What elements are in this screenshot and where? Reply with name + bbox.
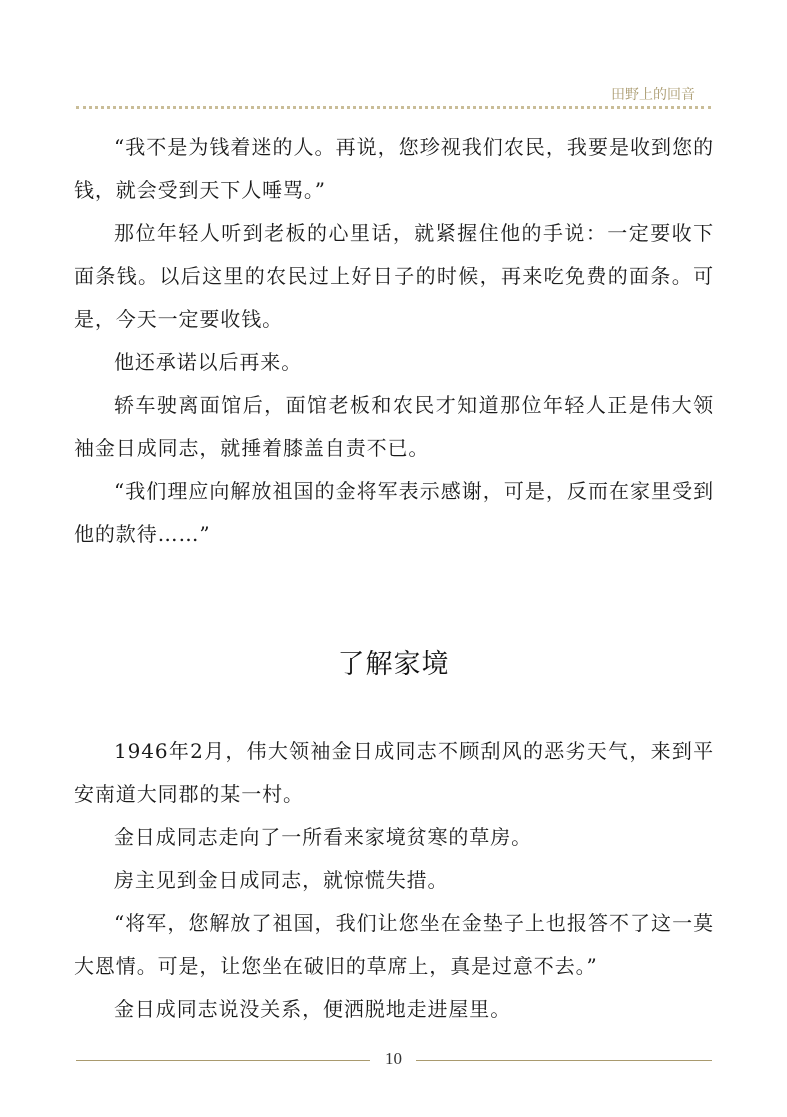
- section-title: 了解家境: [337, 649, 450, 680]
- paragraph: 金日成同志走向了一所看来家境贫寒的草房。: [114, 825, 532, 849]
- running-header-title: 田野上的回音: [611, 87, 695, 103]
- paragraph: “我不是为钱着迷的人。再说，您珍视我们农民，我要是收到您的钱，就会受到天下人唾骂。”: [74, 135, 714, 202]
- section-1-body: [74, 126, 714, 556]
- paragraph: 轿车驶离面馆后，面馆老板和农民才知道那位年轻人正是伟大领袖金日成同志，就捶着膝盖自责不已。: [74, 393, 714, 460]
- paragraph: 房主见到金日成同志，就惊慌失措。: [114, 868, 449, 892]
- footer-divider-right: [416, 1060, 712, 1061]
- paragraph: 金日成同志说没关系，便洒脱地走进屋里。: [114, 997, 512, 1021]
- paragraph: 1946年2月，伟大领袖金日成同志不顾刮风的恶劣天气，来到平安南道大同郡的某一村。: [74, 739, 714, 806]
- paragraph: “将军，您解放了祖国，我们让您坐在金垫子上也报答不了这一莫大恩情。可是，让您坐在破旧的草席上，真是过意不去。”: [74, 911, 714, 978]
- page-number: 10: [385, 1049, 402, 1068]
- paragraph: 那位年轻人听到老板的心里话，就紧握住他的手说：一定要收下面条钱。以后这里的农民过上好日子的时候，再来吃免费的面条。可是，今天一定要收钱。: [74, 221, 714, 331]
- section-2-body: [74, 730, 714, 1031]
- paragraph: 他还承诺以后再来。: [114, 350, 303, 374]
- header-dotted-divider: [76, 106, 711, 109]
- paragraph: “我们理应向解放祖国的金将军表示感谢，可是，反而在家里受到他的款待……”: [74, 479, 714, 546]
